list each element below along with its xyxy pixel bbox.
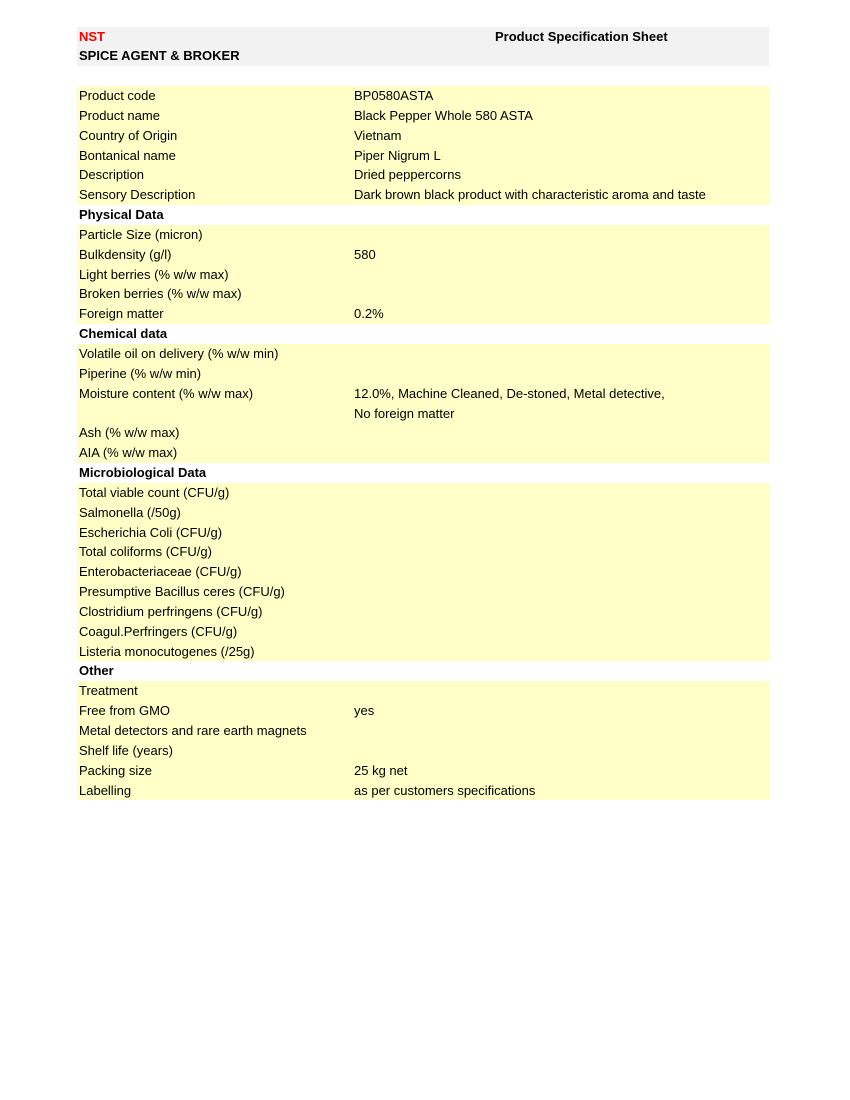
spec-label: Ash (% w/w max) (79, 425, 180, 441)
spec-label: Presumptive Bacillus ceres (CFU/g) (79, 584, 285, 600)
spec-value: 580 (354, 246, 376, 262)
spec-label: Shelf life (years) (79, 742, 173, 758)
spec-value: 0.2% (354, 306, 384, 322)
spec-row (77, 443, 769, 463)
spec-value (354, 523, 769, 543)
spec-row (77, 721, 769, 741)
spec-label: Listeria monocutogenes (/25g) (79, 643, 255, 659)
spec-row (77, 364, 769, 384)
section-heading: Physical Data (79, 207, 164, 223)
spec-value: 12.0%, Machine Cleaned, De-stoned, Metal detective, No foreign matter (354, 385, 665, 421)
spec-value: Black Pepper Whole 580 ASTA (354, 107, 533, 123)
specification-sheet (77, 27, 769, 800)
spec-label: Free from GMO (79, 703, 171, 719)
spec-label: Salmonella (/50g) (79, 504, 181, 520)
spec-value: as per customers specifications (354, 782, 536, 798)
spec-row (77, 701, 769, 721)
spec-value (354, 503, 769, 523)
spec-label: Bulkdensity (g/l) (79, 246, 172, 262)
spec-value (354, 483, 769, 503)
spec-value (354, 423, 769, 443)
spec-row (77, 562, 769, 582)
spec-row (77, 265, 769, 285)
spec-label: Enterobacteriaceae (CFU/g) (79, 564, 242, 580)
section-heading-row (77, 463, 769, 483)
spec-label: Foreign matter (79, 306, 164, 322)
spec-value (354, 622, 769, 642)
spec-label: Treatment (79, 683, 138, 699)
spec-row (77, 503, 769, 523)
spec-label: Metal detectors and rare earth magnets (79, 723, 307, 738)
spec-row (77, 106, 769, 126)
brand-name: NST (79, 29, 105, 44)
spec-value (354, 741, 769, 761)
spec-row (77, 384, 769, 424)
spec-value (354, 642, 769, 662)
spec-value: Dried peppercorns (354, 167, 461, 183)
spec-label: Description (79, 167, 145, 183)
spec-row (77, 146, 769, 166)
spec-row (77, 344, 769, 364)
spec-label: Escherichia Coli (CFU/g) (79, 524, 223, 540)
spec-label: Product code (79, 88, 156, 103)
spec-value (354, 443, 769, 463)
spec-value: Piper Nigrum L (354, 147, 441, 163)
section-heading: Microbiological Data (79, 465, 207, 481)
section-heading-row (77, 205, 769, 225)
spec-row (77, 126, 769, 146)
spec-row (77, 304, 769, 324)
spec-row (77, 523, 769, 543)
sheet-header (77, 27, 769, 66)
spec-label: Clostridium perfringens (CFU/g) (79, 603, 263, 619)
spec-value: Vietnam (354, 127, 402, 143)
spec-value (354, 721, 769, 741)
spec-label: Packing size (79, 762, 152, 778)
spec-value: yes (354, 703, 375, 719)
spec-label: Total coliforms (CFU/g) (79, 544, 212, 560)
spec-row (77, 185, 769, 205)
spec-label: Sensory Description (79, 187, 196, 203)
company-subtitle: SPICE AGENT & BROKER (79, 48, 240, 63)
section-heading: Chemical data (79, 326, 168, 342)
spec-value: 25 kg net (354, 762, 408, 778)
spec-value (354, 602, 769, 622)
spec-value (354, 284, 769, 304)
spec-value (354, 542, 769, 562)
spec-label: Bontanical name (79, 147, 176, 163)
header-spacer (77, 66, 769, 86)
spec-label: Labelling (79, 782, 132, 798)
spec-value (354, 265, 769, 285)
spec-row (77, 483, 769, 503)
spec-label: Product name (79, 107, 160, 123)
spec-value (354, 364, 769, 384)
spec-row (77, 284, 769, 304)
spec-row (77, 86, 769, 106)
spec-row (77, 423, 769, 443)
spec-label: Moisture content (% w/w max) (79, 385, 254, 401)
spec-label: Broken berries (% w/w max) (79, 286, 242, 302)
spec-label: Volatile oil on delivery (% w/w min) (79, 345, 279, 361)
spec-row (77, 642, 769, 662)
spec-label: Total viable count (CFU/g) (79, 484, 230, 500)
spec-label: Piperine (% w/w min) (79, 365, 202, 381)
spec-value: Dark brown black product with characteristic aroma and taste (354, 187, 706, 203)
spec-label: Particle Size (micron) (79, 226, 203, 242)
spec-row (77, 602, 769, 622)
section-heading: Other (79, 663, 114, 679)
spec-row (77, 741, 769, 761)
spec-value (354, 344, 769, 364)
spec-label: AIA (% w/w max) (79, 445, 178, 461)
spec-row (77, 681, 769, 701)
spec-row (77, 622, 769, 642)
spec-row (77, 542, 769, 562)
spec-label: Country of Origin (79, 127, 178, 143)
spec-value (354, 582, 769, 602)
section-heading-row (77, 324, 769, 344)
spec-row (77, 781, 769, 801)
spec-value (354, 562, 769, 582)
spec-row (77, 165, 769, 185)
spec-row (77, 245, 769, 265)
sheet-title: Product Specification Sheet (495, 29, 668, 44)
spec-row (77, 582, 769, 602)
spec-label: Light berries (% w/w max) (79, 266, 229, 282)
spec-value (354, 225, 769, 245)
spec-row (77, 761, 769, 781)
section-heading-row (77, 661, 769, 681)
specification-table (77, 86, 769, 800)
spec-row (77, 225, 769, 245)
spec-value: BP0580ASTA (354, 88, 434, 103)
spec-value (354, 681, 769, 701)
spec-label: Coagul.Perfringers (CFU/g) (79, 623, 238, 639)
